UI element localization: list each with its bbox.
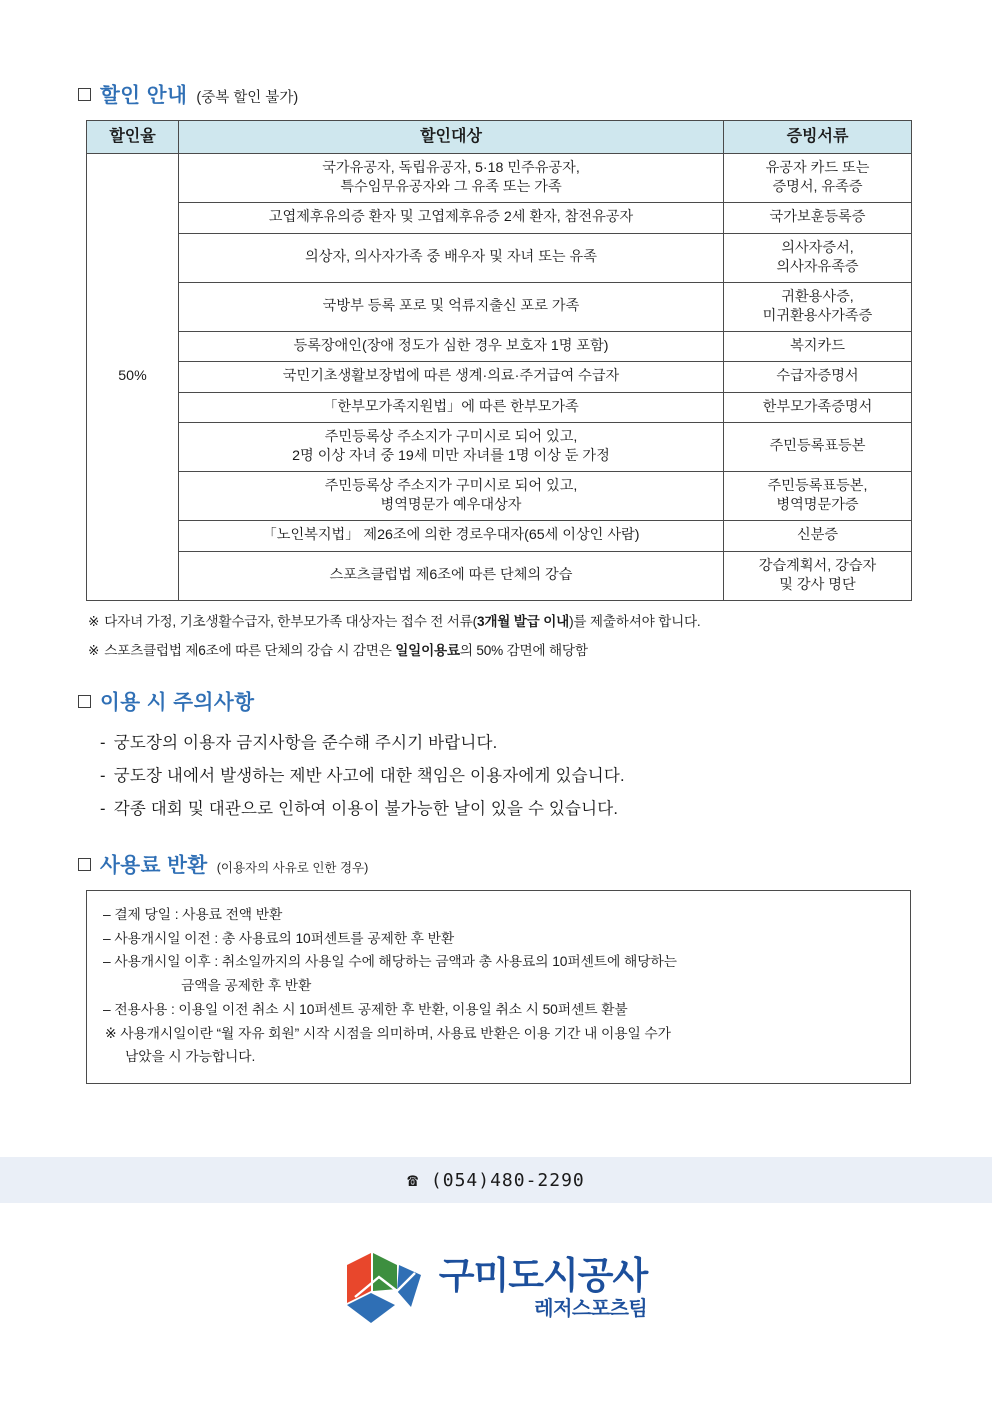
phone-number (407, 1170, 585, 1191)
discount-document-cell: 의사자증서, 의사자유족증 (724, 233, 912, 282)
discount-document-cell: 귀환용사증, 미귀환용사가족증 (724, 282, 912, 331)
discount-target-cell: 국가유공자, 독립유공자, 5·18 민주유공자, 특수임무유공자와 그 유족 또는 가족 (179, 154, 724, 203)
bullet-dash: - (100, 733, 106, 752)
refund-line (103, 998, 894, 1022)
refund-line-marker: – (103, 906, 115, 922)
table-header-row (87, 121, 912, 154)
refund-line (103, 974, 894, 998)
table-row (87, 392, 912, 422)
logo-text (439, 1257, 647, 1319)
refund-line-text: 결제 당일 : 사용료 전액 반환 (114, 906, 283, 922)
footer-logo (0, 1251, 992, 1325)
refund-line (103, 903, 894, 927)
discount-section-subtitle: (중복 할인 불가) (196, 90, 299, 106)
refund-line-marker: – (103, 1001, 115, 1017)
discount-document-cell: 국가보훈등록증 (724, 203, 912, 233)
table-row (87, 422, 912, 471)
column-header-rate: 할인율 (87, 121, 179, 154)
phone-band (0, 1157, 992, 1203)
refund-line-text: 사용개시일 이전 : 총 사용료의 10퍼센트를 공제한 후 반환 (114, 930, 455, 946)
discount-target-cell: 국민기초생활보장법에 따른 생계·의료·주거급여 수급자 (179, 362, 724, 392)
table-row (87, 551, 912, 600)
caution-text: 각종 대회 및 대관으로 인하여 이용이 불가능한 날이 있을 수 있습니다. (113, 799, 619, 818)
discount-document-cell: 강습계획서, 강습자 및 강사 명단 (724, 551, 912, 600)
refund-line (103, 927, 894, 951)
refund-line-text: 사용개시일 이후 : 취소일까지의 사용일 수에 해당하는 금액과 총 사용료의 10퍼센트에 해당하는 (114, 954, 677, 970)
refund-line (103, 1045, 894, 1069)
column-header-document: 증빙서류 (724, 121, 912, 154)
discount-section-title: 할인 안내 (100, 84, 188, 107)
note-mark: ※ (88, 642, 100, 658)
list-item (100, 760, 910, 793)
discount-table (86, 120, 912, 601)
discount-target-cell: 「노인복지법」 제26조에 의한 경로우대자(65세 이상인 사람) (179, 521, 724, 551)
discount-document-cell: 수급자증명서 (724, 362, 912, 392)
refund-line-marker: – (103, 954, 115, 970)
logo-team-name: 레저스포츠팀 (534, 1298, 648, 1320)
caution-section-heading (78, 685, 910, 715)
checkbox-outline-icon (78, 858, 91, 871)
discount-target-cell: 고엽제후유의증 환자 및 고엽제후유증 2세 환자, 참전유공자 (179, 203, 724, 233)
refund-line (103, 950, 894, 974)
refund-section-heading (78, 848, 910, 878)
discount-document-cell: 주민등록표등본, 병역명문가증 (724, 472, 912, 521)
discount-section-heading (78, 78, 910, 108)
refund-line-marker: ※ (105, 1025, 121, 1041)
refund-policy-box (86, 890, 911, 1084)
list-item (100, 793, 910, 826)
caution-section-title: 이용 시 주의사항 (100, 690, 255, 714)
note-1-post: )를 제출하셔야 합니다. (569, 613, 701, 629)
telephone-icon: ☎ (407, 1169, 420, 1191)
refund-line-text: 남았을 시 가능합니다. (125, 1049, 256, 1065)
table-row (87, 332, 912, 362)
phone-number-text: (054)480-2290 (430, 1169, 585, 1191)
discount-target-cell: 국방부 등록 포로 및 억류지출신 포로 가족 (179, 282, 724, 331)
refund-line-text: 금액을 공제한 후 반환 (181, 978, 312, 994)
discount-note-1 (88, 610, 910, 630)
checkbox-outline-icon (78, 88, 91, 101)
discount-target-cell: 「한부모가족지원법」에 따른 한부모가족 (179, 392, 724, 422)
refund-section-title: 사용료 반환 (100, 853, 208, 877)
refund-section-subtitle: (이용자의 사유로 인한 경우) (216, 860, 369, 875)
checkbox-outline-icon (78, 695, 91, 708)
note-2-post: 의 50% 감면에 해당함 (459, 642, 588, 658)
bullet-dash: - (100, 766, 106, 785)
refund-line-marker: – (103, 930, 115, 946)
discount-target-cell: 등록장애인(장애 정도가 심한 경우 보호자 1명 포함) (179, 332, 724, 362)
discount-target-cell: 의상자, 의사자가족 중 배우자 및 자녀 또는 유족 (179, 233, 724, 282)
table-row (87, 282, 912, 331)
table-row (87, 154, 912, 203)
caution-list (100, 727, 910, 826)
discount-document-cell: 복지카드 (724, 332, 912, 362)
table-row (87, 362, 912, 392)
logo-company-name: 구미도시공사 (438, 1255, 648, 1296)
table-row (87, 521, 912, 551)
caution-text: 궁도장 내에서 발생하는 제반 사고에 대한 책임은 이용자에게 있습니다. (113, 766, 625, 785)
caution-text: 궁도장의 이용자 금지사항을 준수해 주시기 바랍니다. (113, 733, 498, 752)
discount-rate-cell: 50% (87, 154, 179, 601)
table-row (87, 233, 912, 282)
table-row (87, 472, 912, 521)
note-2-pre: 스포츠클럽법 제6조에 따른 단체의 강습 시 감면은 (104, 642, 396, 658)
column-header-target: 할인대상 (179, 121, 724, 154)
note-2-bold: 일일이용료 (395, 642, 460, 658)
discount-note-2 (88, 639, 910, 659)
refund-line (103, 1022, 894, 1046)
note-mark: ※ (88, 613, 100, 629)
refund-line-text: 전용사용 : 이용일 이전 취소 시 10퍼센트 공제한 후 반환, 이용일 취소 시 50퍼센트 환불 (114, 1001, 628, 1017)
note-1-pre: 다자녀 가정, 기초생활수급자, 한부모가족 대상자는 접수 전 서류( (104, 613, 477, 629)
discount-document-cell: 신분증 (724, 521, 912, 551)
discount-document-cell: 한부모가족증명서 (724, 392, 912, 422)
discount-target-cell: 주민등록상 주소지가 구미시로 되어 있고, 병역명문가 예우대상자 (179, 472, 724, 521)
discount-document-cell: 주민등록표등본 (724, 422, 912, 471)
discount-document-cell: 유공자 카드 또는 증명서, 유족증 (724, 154, 912, 203)
table-row (87, 203, 912, 233)
refund-line-text: 사용개시일이란 “월 자유 회원” 시작 시점을 의미하며, 사용료 반환은 이용 기간 내 이용일 수가 (120, 1025, 671, 1041)
gumi-logo-mark-icon (345, 1251, 423, 1325)
list-item (100, 727, 910, 760)
bullet-dash: - (100, 799, 106, 818)
discount-target-cell: 스포츠클럽법 제6조에 따른 단체의 강습 (179, 551, 724, 600)
note-1-bold: 3개월 발급 이내 (476, 613, 570, 629)
discount-target-cell: 주민등록상 주소지가 구미시로 되어 있고, 2명 이상 자녀 중 19세 미만 자녀를 1명 이상 둔 가정 (179, 422, 724, 471)
